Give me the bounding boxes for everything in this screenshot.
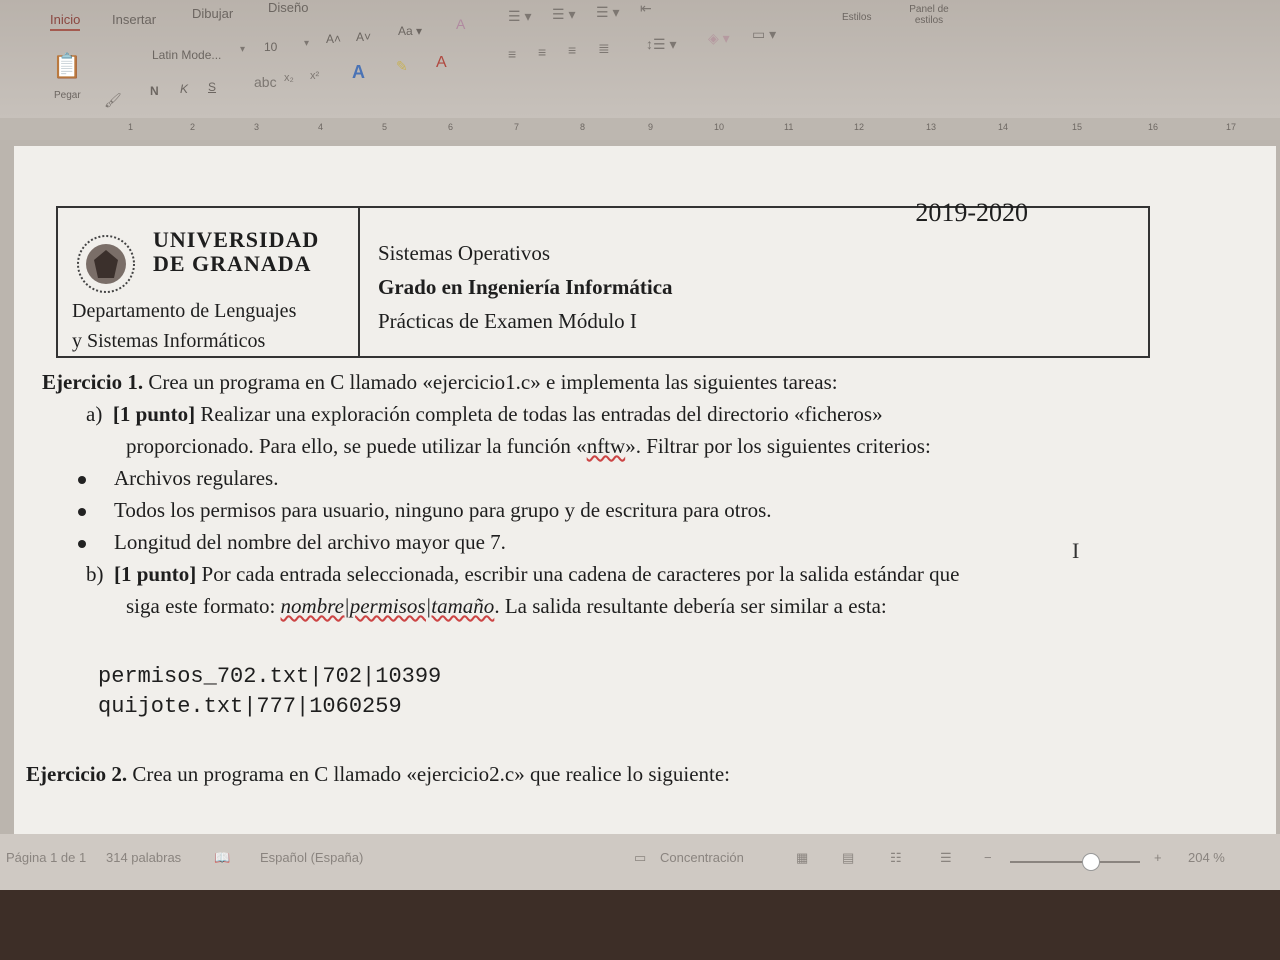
multilevel-list-icon[interactable]: ☰ ▾	[596, 4, 620, 20]
module-name: Prácticas de Examen Módulo I	[378, 309, 637, 333]
ruler-number: 1	[128, 122, 134, 132]
department-line-1: Departamento de Lenguajes	[72, 300, 297, 322]
task-b-points: [1 punto]	[114, 562, 197, 586]
task-a-line-2	[126, 430, 1262, 462]
styles-button[interactable]: Estilos	[842, 12, 872, 23]
bullet-text: Longitud del nombre del archivo mayor que 7.	[114, 530, 506, 554]
font-color-icon[interactable]: A	[436, 54, 447, 71]
task-b-label: b)	[86, 562, 104, 586]
tab-dibujar[interactable]: Dibujar	[192, 6, 234, 21]
code-line: permisos_702.txt|702|10399	[98, 664, 442, 689]
font-size-select[interactable]: 10	[264, 40, 278, 54]
chevron-down-icon[interactable]: ▾	[240, 44, 246, 55]
paste-label[interactable]: Pegar	[54, 90, 81, 101]
status-bar	[0, 834, 1280, 890]
bullet-text: Todos los permisos para usuario, ninguno para grupo y de escritura para otros.	[114, 498, 772, 522]
zoom-slider-track[interactable]	[1010, 861, 1140, 863]
degree-name: Grado en Ingeniería Informática	[378, 275, 673, 299]
zoom-level[interactable]: 204 %	[1188, 850, 1225, 865]
align-left-icon[interactable]: ≡	[508, 46, 517, 62]
ruler-number: 6	[448, 122, 454, 132]
exercise-1-label: Ejercicio 1.	[42, 370, 144, 394]
ruler-number: 8	[580, 122, 586, 132]
room-foreground	[0, 890, 1280, 960]
outline-icon[interactable]: ☰	[940, 850, 952, 865]
ruler-number: 16	[1148, 122, 1159, 132]
task-b-line-1	[86, 558, 1262, 590]
font-name-select[interactable]: Latin Mode...	[152, 48, 222, 62]
grow-font-button[interactable]: A˄	[326, 32, 342, 46]
bold-button[interactable]: N	[150, 84, 159, 98]
bullet-icon	[78, 508, 86, 516]
course-info	[378, 236, 673, 338]
paste-icon[interactable]: 📋	[52, 53, 82, 80]
ruler-number: 10	[714, 122, 725, 132]
header-divider	[358, 208, 360, 356]
numbering-icon[interactable]: ☰ ▾	[552, 6, 576, 22]
align-center-icon[interactable]: ≡	[538, 44, 547, 60]
university-line-2: DE GRANADA	[153, 251, 312, 276]
italic-button[interactable]: K	[180, 82, 189, 96]
department	[72, 296, 296, 356]
tab-insertar[interactable]: Insertar	[112, 12, 157, 27]
zoom-out-icon[interactable]: −	[984, 850, 992, 865]
strikethrough-icon[interactable]: abc	[254, 74, 277, 90]
ruler-number: 9	[648, 122, 654, 132]
change-case-button[interactable]: Aa ▾	[398, 24, 423, 38]
borders-icon[interactable]: ▭ ▾	[752, 26, 777, 42]
bullet-item	[78, 526, 1262, 558]
align-right-icon[interactable]: ≡	[568, 42, 577, 58]
underline-button[interactable]: S	[208, 80, 217, 94]
bullet-item	[78, 494, 1262, 526]
task-a-label: a)	[86, 402, 103, 426]
clear-format-icon[interactable]: A	[456, 16, 466, 32]
task-a-text-1: Realizar una exploración completa de todas las entradas del directorio «ficheros»	[200, 402, 883, 426]
read-mode-icon[interactable]: ▦	[796, 850, 809, 865]
exercise-2-label: Ejercicio 2.	[26, 762, 128, 786]
university-line-1: UNIVERSIDAD	[153, 227, 320, 252]
tab-inicio[interactable]: Inicio	[50, 12, 80, 31]
zoom-in-icon[interactable]: +	[1154, 850, 1162, 865]
document-body	[26, 366, 1262, 790]
web-layout-icon[interactable]: ☷	[890, 850, 902, 865]
output-format: nombre|permisos|tamaño	[280, 594, 495, 618]
exercise-1-intro	[42, 366, 1262, 398]
ruler-number: 2	[190, 122, 196, 132]
ruler-number: 13	[926, 122, 937, 132]
print-layout-icon[interactable]: ▤	[842, 850, 855, 865]
task-a-line-1	[86, 398, 1262, 430]
word-count[interactable]: 314 palabras	[106, 850, 182, 865]
academic-year: 2019-2020	[915, 198, 1028, 227]
language[interactable]: Español (España)	[260, 850, 364, 865]
ruler-number: 17	[1226, 122, 1237, 132]
decrease-indent-icon[interactable]: ⇤	[640, 0, 652, 16]
ruler-number: 4	[318, 122, 324, 132]
task-a-text-3: ». Filtrar por los siguientes criterios:	[625, 434, 931, 458]
focus-mode-icon[interactable]: ▭	[634, 850, 647, 865]
styles-panel-button[interactable]: Panel de estilos	[909, 4, 949, 26]
subscript-icon[interactable]: x₂	[284, 72, 294, 84]
task-b-line-2	[126, 590, 1262, 622]
shrink-font-button[interactable]: A˅	[356, 30, 372, 44]
code-line: quijote.txt|777|1060259	[98, 694, 402, 719]
highlight-icon[interactable]: ✎	[396, 58, 408, 74]
department-line-2: y Sistemas Informáticos	[72, 330, 266, 352]
focus-mode-button[interactable]: Concentración	[660, 850, 744, 865]
bullet-item	[78, 462, 1262, 494]
nftw-function: nftw	[586, 434, 626, 458]
task-b-text-2: siga este formato:	[126, 594, 281, 618]
university-name	[153, 228, 319, 276]
bullet-text: Archivos regulares.	[114, 466, 279, 490]
ruler-number: 7	[514, 122, 520, 132]
ruler-number: 11	[784, 122, 794, 132]
exercise-2-text: Crea un programa en C llamado «ejercicio2.c» que realice lo siguiente:	[132, 762, 731, 786]
exercise-1-text: Crea un programa en C llamado «ejercicio1.c» e implementa las siguientes tareas:	[148, 370, 838, 394]
document-canvas	[0, 140, 1280, 834]
university-seal-icon	[76, 234, 136, 294]
line-spacing-icon[interactable]: ↕☰ ▾	[646, 36, 677, 52]
exercise-2-intro	[26, 758, 1262, 790]
zoom-slider-handle[interactable]	[1082, 853, 1100, 871]
bullet-icon	[78, 476, 86, 484]
text-effects-icon[interactable]: A	[352, 62, 365, 82]
tab-diseno[interactable]: Diseño	[268, 0, 309, 15]
justify-icon[interactable]: ≣	[598, 40, 610, 56]
chevron-down-icon[interactable]: ▾	[304, 38, 310, 49]
page-count[interactable]: Página 1 de 1	[6, 850, 87, 865]
document-page[interactable]	[14, 146, 1276, 846]
task-b-text-1: Por cada entrada seleccionada, escribir una cadena de caracteres por la salida estándar que	[201, 562, 960, 586]
ribbon	[0, 0, 1280, 118]
ruler-number: 5	[382, 122, 388, 132]
ruler-number: 3	[254, 122, 260, 132]
ruler-number: 12	[854, 122, 865, 132]
course-name: Sistemas Operativos	[378, 241, 551, 265]
header-box	[56, 198, 1150, 358]
superscript-icon[interactable]: x²	[310, 70, 320, 82]
horizontal-ruler[interactable]	[0, 118, 1280, 141]
ruler-number: 14	[998, 122, 1009, 132]
proofing-icon[interactable]: 📖	[214, 850, 231, 865]
bullet-icon	[78, 540, 86, 548]
ruler-number: 15	[1072, 122, 1083, 132]
task-b-text-3: . La salida resultante debería ser similar a esta:	[494, 594, 887, 618]
shading-icon[interactable]: ◈ ▾	[708, 30, 730, 46]
task-a-points: [1 punto]	[112, 402, 196, 426]
task-a-text-2: proporcionado. Para ello, se puede utilizar la función «	[126, 434, 587, 458]
bullets-icon[interactable]: ☰ ▾	[508, 8, 532, 24]
format-painter-icon[interactable]: 🖌	[104, 92, 122, 108]
text-cursor-icon: I	[1072, 538, 1080, 563]
